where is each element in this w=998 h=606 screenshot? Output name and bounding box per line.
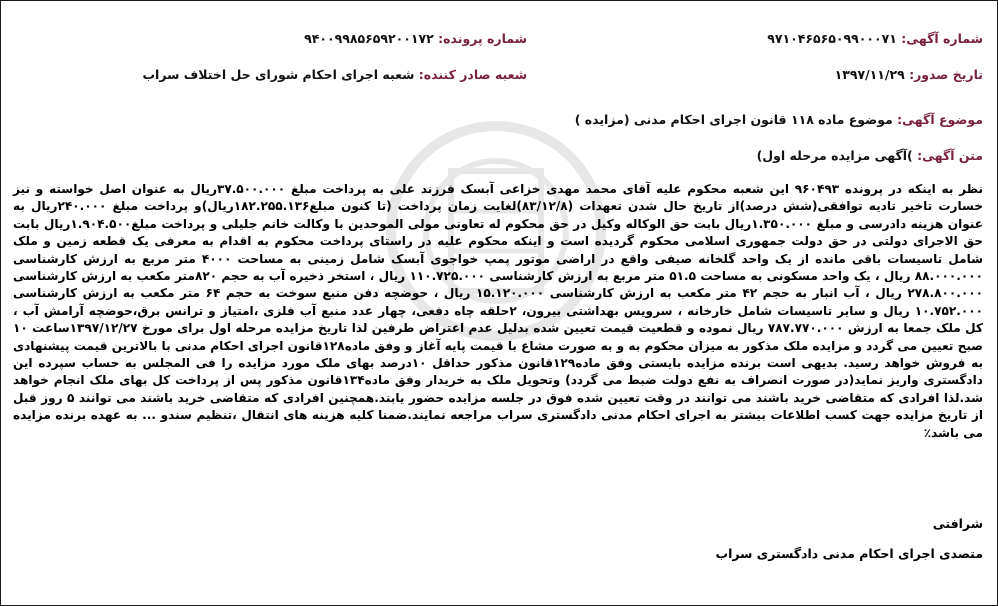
case-number: ۹۴۰۰۹۹۸۵۶۵۹۲۰۰۱۷۲ (304, 31, 434, 46)
issue-date-row (835, 67, 983, 82)
text-title: )آگهی مزایده مرحله اول) (756, 148, 913, 163)
text-title-row (757, 148, 983, 163)
issuer-label: شعبه صادر کننده: (418, 67, 527, 82)
subject: موضوع ماده ۱۱۸ قانون اجرای احکام مدنی (مزایده ) (574, 112, 893, 127)
case-number-label: شماره پرونده: (438, 31, 527, 46)
signatory-title: متصدی اجرای احکام مدنی دادگستری سراب (715, 546, 983, 561)
issuer-row (143, 67, 528, 82)
case-number-row (304, 31, 527, 46)
subject-row (575, 112, 983, 127)
notice-body: نظر به اینکه در پرونده ۹۶۰۴۹۳ این شعبه محکوم علیه آقای محمد مهدی خزاعی آبسک فرزند علی به پرداخت مبلغ ۳۷.۵۰۰.۰۰۰ریال به عنوان اصل خواسته و نیز خسارت تاخیر تادیه توافقی(شش درصد)از تاریخ حال شدن تعهدات (۸۳/۱۲/۸)لغایت زمان پرداخت (تا کنون مبلغ۱۸۲.۲۵۵.۱۳۶ریال)و پرداخت مبلغ ۲۴۰.۰۰۰ریال به عنوان هزینه دادرسی و مبلغ ۱.۳۵۰.۰۰۰ریال بابت حق الوکاله وکیل در حق محکوم له تعاونی مولی الموحدین با وکالت خانم جلیلی و پرداخت مبلغ۱.۹۰۴.۵۰۰ریال بابت حق الاجرای دولتی در حق دولت جمهوری اسلامی محکوم گردیده است و اینکه محکوم علیه در راستای پرداخت محکوم به اقدام به معرفی یک قطعه زمین و ملک شامل تاسیسات باقی مانده از یک واحد گلخانه صیفی واقع در اراضی موتور پمپ خواجوی آبسک شامل زمینی به مساحت ۴۰۰۰ متر مربع به ارزش کارشناسی ۸۸.۰۰۰.۰۰۰ ریال ، یک واحد مسکونی به مساحت ۵۱.۵ متر مربع به ارزش کارشناسی ۱۱۰.۷۲۵.۰۰۰ ریال ، استخر ذخیره آب به حجم ۸۲۰متر مکعب به ارزش کارشناسی ۲۷۸.۸۰۰.۰۰۰ ریال ، آب انبار به حجم ۴۲ متر مکعب به ارزش کارشناسی ۱۵.۱۲۰.۰۰۰ ریال ، حوضچه دفن منبع سوخت به حجم ۶۴ متر مکعب به ارزش کارشناسی ۱۰.۷۵۲.۰۰۰ ریال و سایر تاسیسات شامل خارخانه ، سرویس بهداشتی بیرون، ۲حلقه چاه دفعی، چهار عدد منبع آب فلزی ،امتیاز و ترانس برق،حوضچه آرامش آب ، کل ملک جمعا به ارزش ۷۸۷.۷۷۰.۰۰۰ ریال نموده و قطعیت قیمت تعیین شده بدلیل عدم اعتراض طرفین لذا تاریخ مزایده مرحله اول برای مورخ ۱۳۹۷/۱۲/۲۷ساعت ۱۰ صبح تعیین می گردد و مزایده ملک مذکور به میزان محکوم به و به صورت مشاع با قیمت پایه آغاز و وفق ماده۱۲۸قانون اجرای احکام مدنی با بالاترین قیمت پیشنهادی به فروش خواهد رسید. بدیهی است برنده مزایده بایستی وفق ماده۱۲۹قانون مذکور حداقل ۱۰درصد بهای ملک مورد مزایده را فی المجلس به حساب سپرده این دادگستری واریز نماید(در صورت انصراف به نفع دولت ضبط می گردد) وتحویل ملک به خریدار وفق ماده۱۳۴قانون مذکور پس از پرداخت کل بهای ملک انجام خواهد شد.لذا افرادی که متقاضی خرید باشند می توانند در وقت تعیین شده فوق در جلسه مزایده حضور یابند.همچنین افرادی که متقاضی خرید باشند می توانند ۵ روز قبل از تاریخ مزایده جهت کسب اطلاعات بیشتر به اجرای احکام مدنی دادگستری سراب مراجعه نمایند.ضمنا کلیه هزینه های انتقال ،تنظیم سندو ... به عهده برنده مزایده می باشد٪ (13, 182, 984, 440)
issuer: شعبه اجرای احکام شورای حل اختلاف سراب (142, 67, 415, 82)
text-label: متن آگهی: (917, 148, 983, 163)
ad-number: ۹۷۱۰۴۶۵۶۵۰۹۹۰۰۰۷۱ (767, 31, 897, 46)
ad-number-label: شماره آگهی: (901, 31, 983, 46)
issue-date-label: تاریخ صدور: (909, 67, 983, 82)
issue-date: ۱۳۹۷/۱۱/۲۹ (834, 67, 905, 82)
subject-label: موضوع آگهی: (897, 112, 983, 127)
ad-number-row (767, 31, 983, 46)
signatory-name: شرافتی (932, 516, 983, 531)
